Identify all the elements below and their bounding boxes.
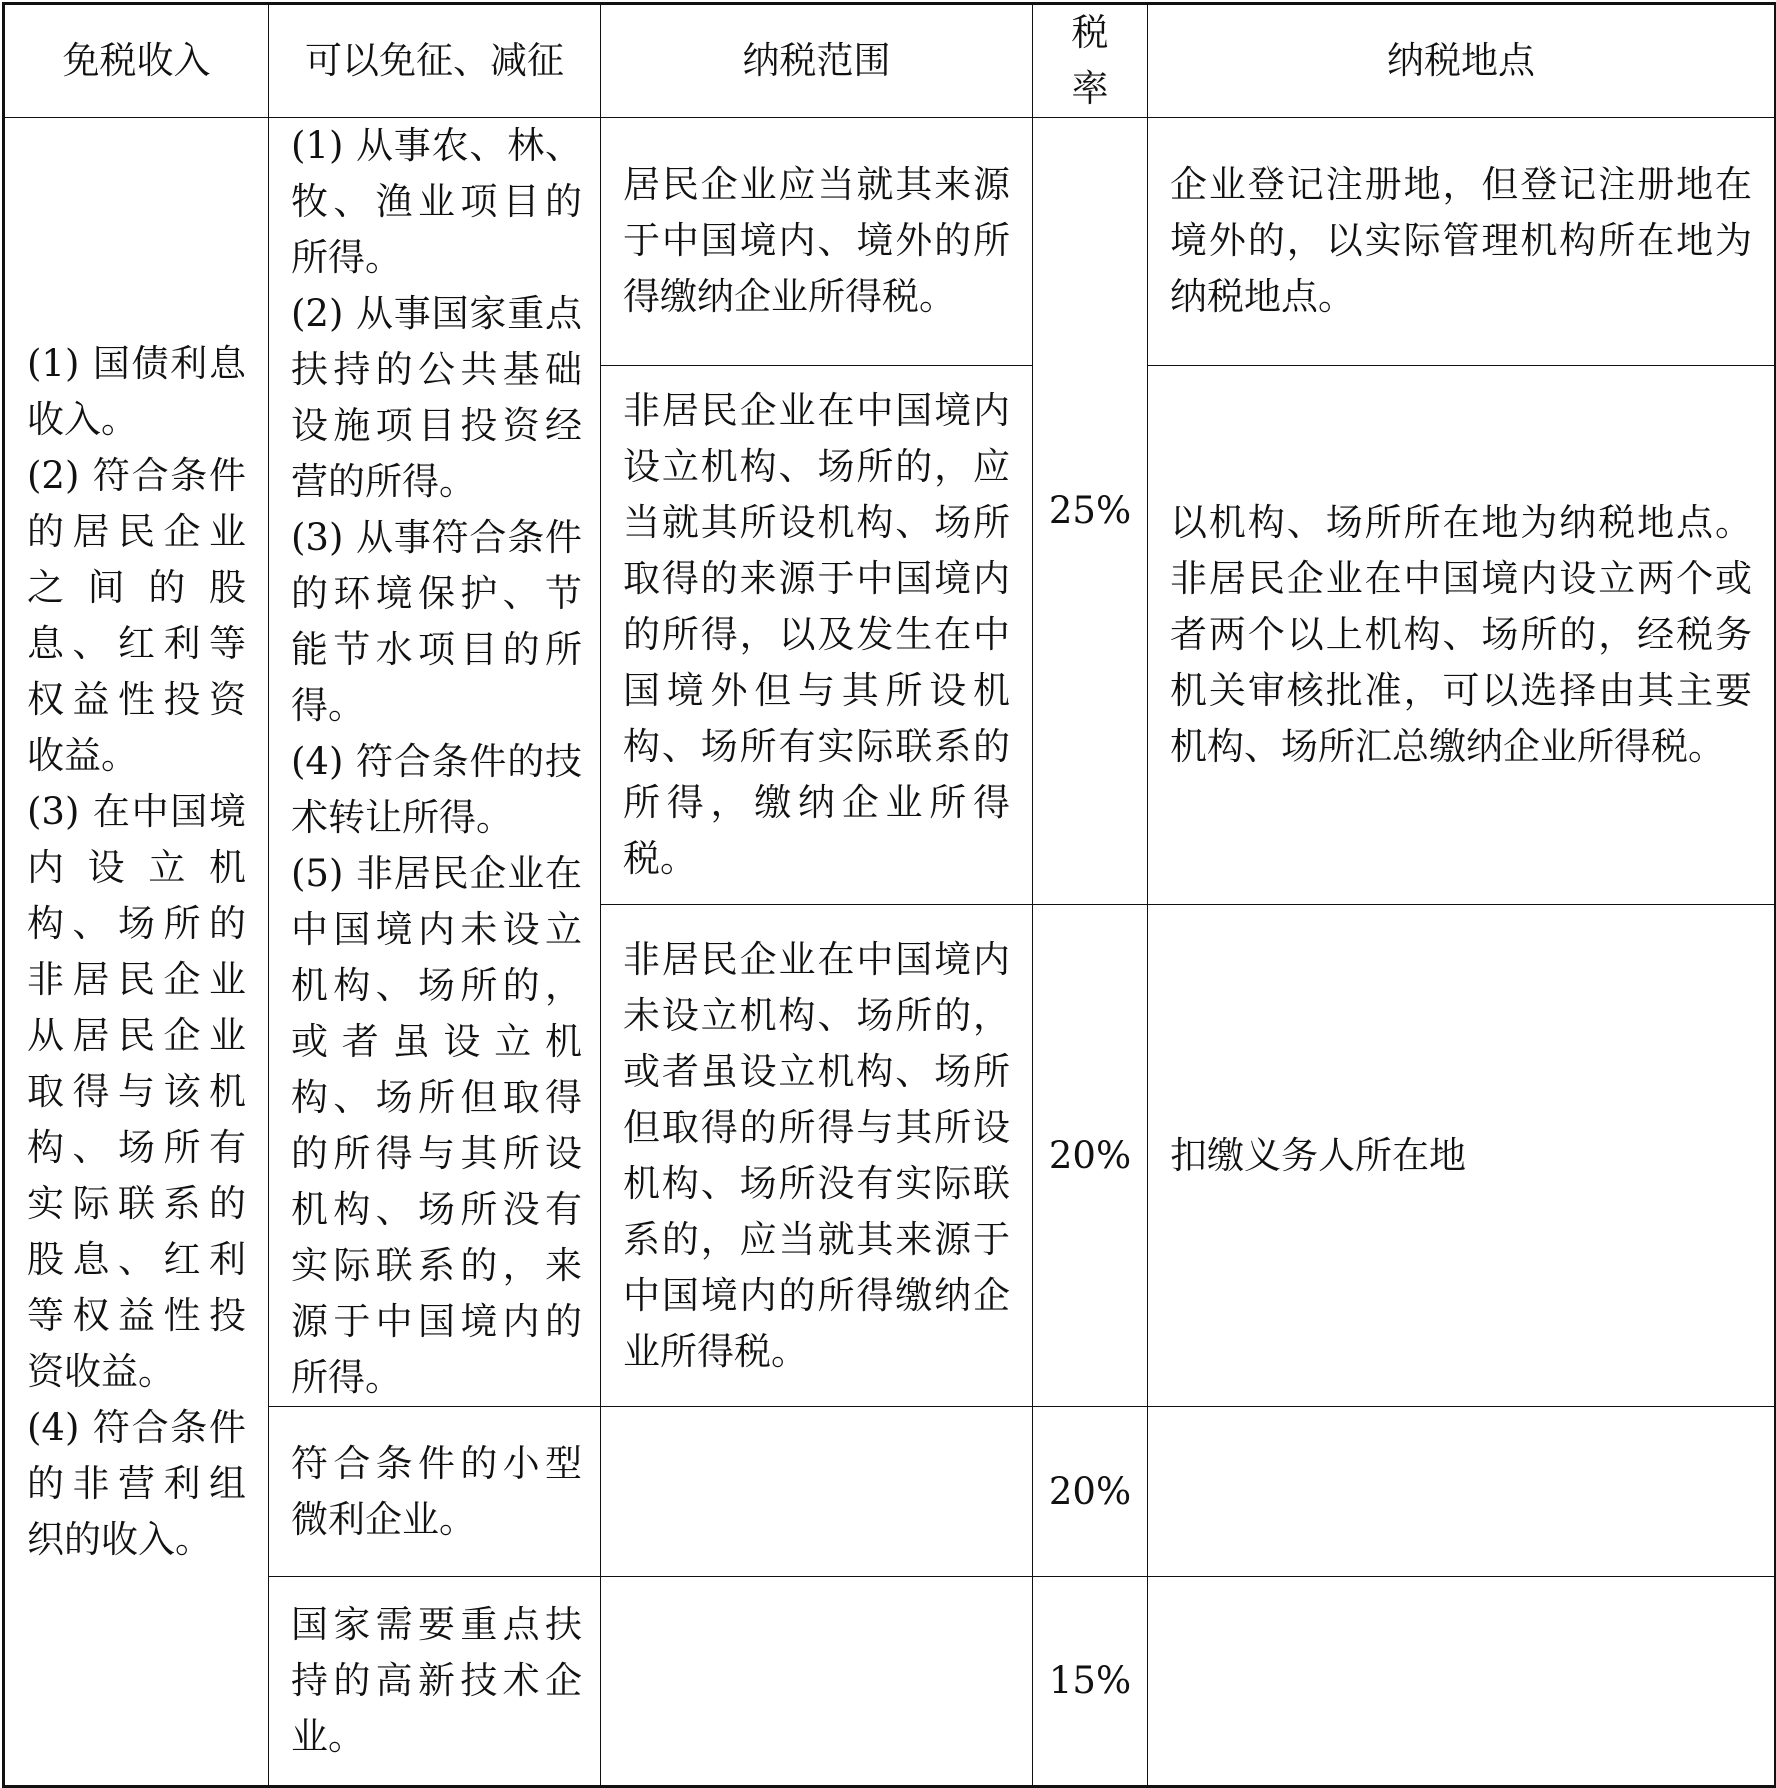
location-cell: 以机构、场所所在地为纳税地点。非居民企业在中国境内设立两个或者两个以上机构、场所的，经税务机关审核批准，可以选择由其主要机构、场所汇总缴纳企业所得税。 <box>1148 365 1776 904</box>
scope-cell: 居民企业应当就其来源于中国境内、境外的所得缴纳企业所得税。 <box>601 118 1033 366</box>
rate-cell: 20% <box>1033 1407 1148 1577</box>
location-cell-empty <box>1148 1577 1776 1787</box>
scope-cell-empty <box>601 1407 1033 1577</box>
header-exempt-income: 免税收入 <box>4 4 269 118</box>
exempt-income-item: (1) 国债利息收入。 <box>27 341 246 441</box>
exemption-item: (4) 符合条件的技术转让所得。 <box>291 740 582 839</box>
exemption-item: (1) 从事农、林、牧、渔业项目的所得。 <box>291 124 582 279</box>
header-location: 纳税地点 <box>1148 4 1776 118</box>
table-row <box>4 118 1776 366</box>
rate-cell: 25% <box>1033 118 1148 905</box>
scope-cell: 非居民企业在中国境内未设立机构、场所的，或者虽设立机构、场所但取得的所得与其所设机构、场所没有实际联系的，应当就其来源于中国境内的所得缴纳企业所得税。 <box>601 905 1033 1407</box>
exempt-income-item: (3) 在中国境内设立机构、场所的非居民企业从居民企业取得与该机构、场所有实际联系的股息、红利等权益性投资收益。 <box>27 789 246 1393</box>
table-row <box>4 1407 1776 1577</box>
scope-cell: 非居民企业在中国境内设立机构、场所的，应当就其所设机构、场所取得的来源于中国境内的所得，以及发生在中国境外但与其所设机构、场所有实际联系的所得，缴纳企业所得税。 <box>601 365 1033 904</box>
table-row <box>4 1577 1776 1787</box>
exempt-income-item: (4) 符合条件的非营利组织的收入。 <box>27 1405 246 1561</box>
exemptions-cell <box>269 118 601 1407</box>
exempt-income-item: (2) 符合条件的居民企业之间的股息、红利等权益性投资收益。 <box>27 453 246 777</box>
tax-table <box>2 2 1776 1788</box>
exemption-item: (2) 从事国家重点扶持的公共基础设施项目投资经营的所得。 <box>291 292 582 503</box>
exemption-item: (3) 从事符合条件的环境保护、节能节水项目的所得。 <box>291 516 582 727</box>
location-cell: 扣缴义务人所在地 <box>1148 905 1776 1407</box>
exemption-cell: 符合条件的小型微利企业。 <box>269 1407 601 1577</box>
exempt-income-cell <box>4 118 269 1787</box>
rate-cell: 20% <box>1033 905 1148 1407</box>
header-rate: 税率 <box>1033 4 1148 118</box>
header-scope: 纳税范围 <box>601 4 1033 118</box>
scope-cell-empty <box>601 1577 1033 1787</box>
exemption-item: (5) 非居民企业在中国境内未设立机构、场所的，或者虽设立机构、场所但取得的所得与其所设机构、场所没有实际联系的，来源于中国境内的所得。 <box>291 852 582 1399</box>
header-row <box>4 4 1776 118</box>
location-cell-empty <box>1148 1407 1776 1577</box>
rate-cell: 15% <box>1033 1577 1148 1787</box>
header-exemptions: 可以免征、减征 <box>269 4 601 118</box>
location-cell: 企业登记注册地，但登记注册地在境外的，以实际管理机构所在地为纳税地点。 <box>1148 118 1776 366</box>
exemption-cell: 国家需要重点扶持的高新技术企业。 <box>269 1577 601 1787</box>
